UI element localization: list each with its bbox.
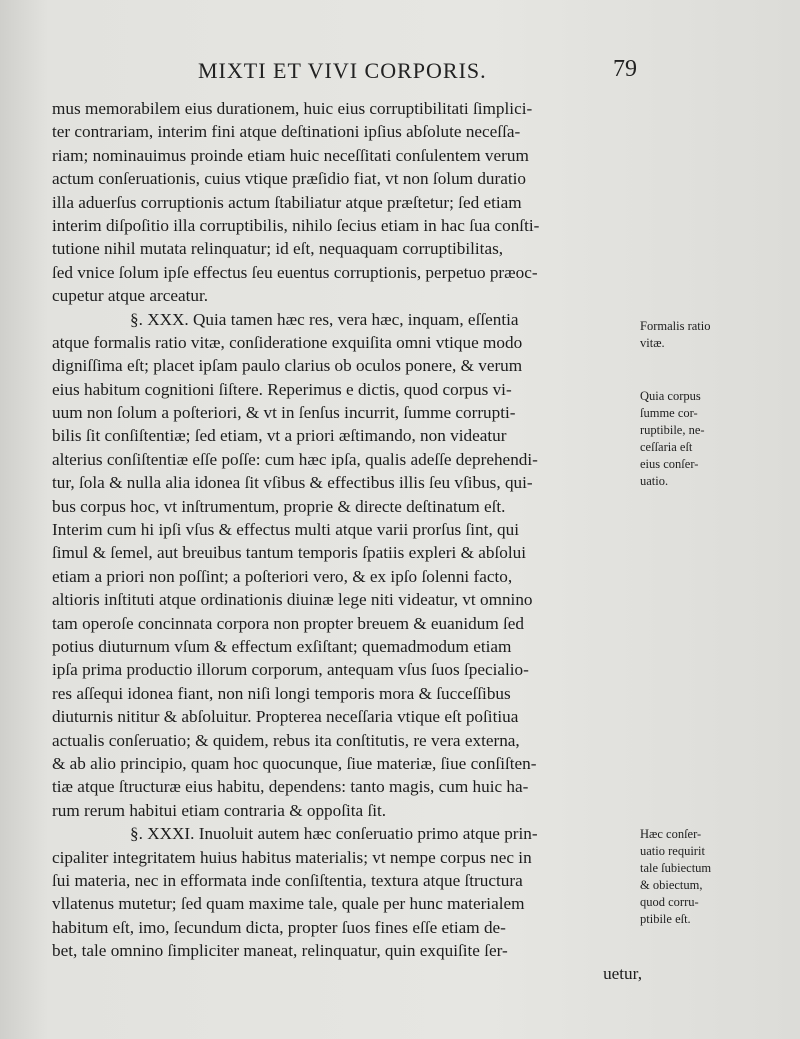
text-line: diuturnis nititur & abſoluitur. Propterea neceſſaria vtique eſt poſitiua <box>52 707 519 727</box>
text-line: tiæ atque ſtructuræ eius habitu, dependens: tanto magis, cum huic ha- <box>52 777 529 797</box>
margin-note-line: Quia corpus <box>640 389 701 403</box>
text-line: ipſa prima productio illorum corporum, antequam vſus ſuos ſpecialio- <box>52 660 529 680</box>
text-line: atque formalis ratio vitæ, conſideratione exquiſita omni vtique modo <box>52 332 523 352</box>
margin-note-formalis-ratio <box>640 318 800 352</box>
text-line: tur, ſola & nulla alia idonea ſit vſibus & effectibus illis ſeu vſibus, qui- <box>52 473 533 493</box>
margin-note-line: ruptibile, ne- <box>640 423 705 437</box>
text-line: alterius conſiſtentiæ eſſe poſſe: cum hæc ipſa, qualis adeſſe deprehendi- <box>52 449 538 469</box>
text-line: res aſſequi idonea fiant, non niſi longi temporis mora & ſucceſſibus <box>52 683 511 703</box>
margin-note-line: vitæ. <box>640 336 665 350</box>
margin-note-line: uatio. <box>640 474 669 488</box>
text-line: altioris inſtituti atque ordinationis diuinæ lege niti videatur, vt omnino <box>52 590 533 610</box>
margin-note-line: eius conſer- <box>640 457 699 471</box>
text-line: cupetur atque arceatur. <box>52 286 209 306</box>
text-line: rum rerum habitui etiam contraria & oppoſita ſit. <box>52 800 387 820</box>
text-line: tutione nihil mutata relinquatur; id eſt, nequaquam corruptibilitas, <box>52 239 504 259</box>
text-line: bus corpus hoc, vt inſtrumentum, proprie & directe deſtinatum eſt. <box>52 496 506 516</box>
main-text-column <box>52 97 642 986</box>
text-line: illa aduerſus corruptionis actum ſtabiliatur atque præſtetur; ſed etiam <box>52 192 522 212</box>
margin-note-line: ptibile eſt. <box>640 912 691 926</box>
text-line: eius habitum cognitioni ſiſtere. Reperimus e dictis, quod corpus vi- <box>52 379 512 399</box>
margin-note-line: ſumme cor- <box>640 406 698 420</box>
text-line: uetur, <box>603 964 642 984</box>
margin-note-line: quod corru- <box>640 895 699 909</box>
page-number: 79 <box>613 56 637 82</box>
text-line: etiam a priori non poſſint; a poſteriori vero, & ex ipſo ſolenni facto, <box>52 566 513 586</box>
text-line: ſui materia, nec in efformata inde conſiſtentia, textura atque ſtructura <box>52 870 523 890</box>
text-line: Interim cum hi ipſi vſus & effectus multi atque varii prorſus ſint, qui <box>52 520 520 540</box>
margin-note-line: Formalis ratio <box>640 319 711 333</box>
text-line: ſed vnice ſolum ipſe effectus ſeu euentus corruptionis, perpetuo præoc- <box>52 262 538 282</box>
text-line: digniſſima eſt; placet ipſam paulo clarius ob oculos ponere, & verum <box>52 356 523 376</box>
margin-note-line: tale ſubiectum <box>640 861 712 875</box>
text-line: bilis ſit conſiſtentiæ; ſed etiam, vt a priori æſtimando, non videatur <box>52 426 507 446</box>
text-line: riam; nominauimus proinde etiam huic neceſſitati conſulentem verum <box>52 145 529 165</box>
text-line: ter contrariam, interim fini atque deſtinationi ipſius abſolute neceſſa- <box>52 122 521 142</box>
margin-note-line: Hæc conſer- <box>640 827 702 841</box>
margin-note-line: & obiectum, <box>640 878 703 892</box>
margin-note-line: ceſſaria eſt <box>640 440 693 454</box>
margin-note-conseruatio-requirit <box>640 826 800 928</box>
text-line: & ab alio principio, quam hoc quocunque, ſiue materiæ, ſiue conſiſten- <box>52 753 537 773</box>
text-line: ſimul & ſemel, aut breuibus tantum temporis ſpatiis expleri & abſolui <box>52 543 527 563</box>
text-line: §. XXXI. Inuoluit autem hæc conſeruatio primo atque prin- <box>130 824 538 844</box>
text-line: habitum eſt, imo, ſecundum dicta, propter ſuos fines eſſe etiam de- <box>52 917 506 937</box>
page-header <box>0 58 800 88</box>
text-line: mus memorabilem eius durationem, huic eius corruptibilitati ſimplici- <box>52 99 533 118</box>
text-line: actualis conſeruatio; & quidem, rebus ita conſtitutis, re vera externa, <box>52 730 520 750</box>
text-line: §. XXX. Quia tamen hæc res, vera hæc, inquam, eſſentia <box>130 309 519 329</box>
text-line: actum conſeruationis, cuius vtique præſidio fiat, vt non ſolum duratio <box>52 169 527 189</box>
text-line: vllatenus mutetur; ſed quam maxime tale, quale per hunc materialem <box>52 894 525 914</box>
margin-note-conseruatio-necessaria <box>640 388 800 490</box>
running-title: MIXTI ET VIVI CORPORIS. <box>198 58 487 83</box>
text-line: tam operoſe concinnata corpora non propter breuem & euanidum ſed <box>52 613 525 633</box>
margin-note-line: uatio requirit <box>640 844 705 858</box>
text-line: uum non ſolum a poſteriori, & vt in ſenſus incurrit, ſumme corrupti- <box>52 403 516 423</box>
text-line: potius diuturnum vſum & effectum exſiſtant; quemadmodum etiam <box>52 636 512 656</box>
text-line: interim diſpoſitio illa corruptibilis, nihilo ſecius etiam in hac ſua conſti- <box>52 215 540 235</box>
text-line: bet, tale omnino ſimpliciter maneat, relinquatur, quin exquiſite ſer- <box>52 941 508 961</box>
text-line: cipaliter integritatem huius habitus materialis; vt nempe corpus nec in <box>52 847 532 867</box>
